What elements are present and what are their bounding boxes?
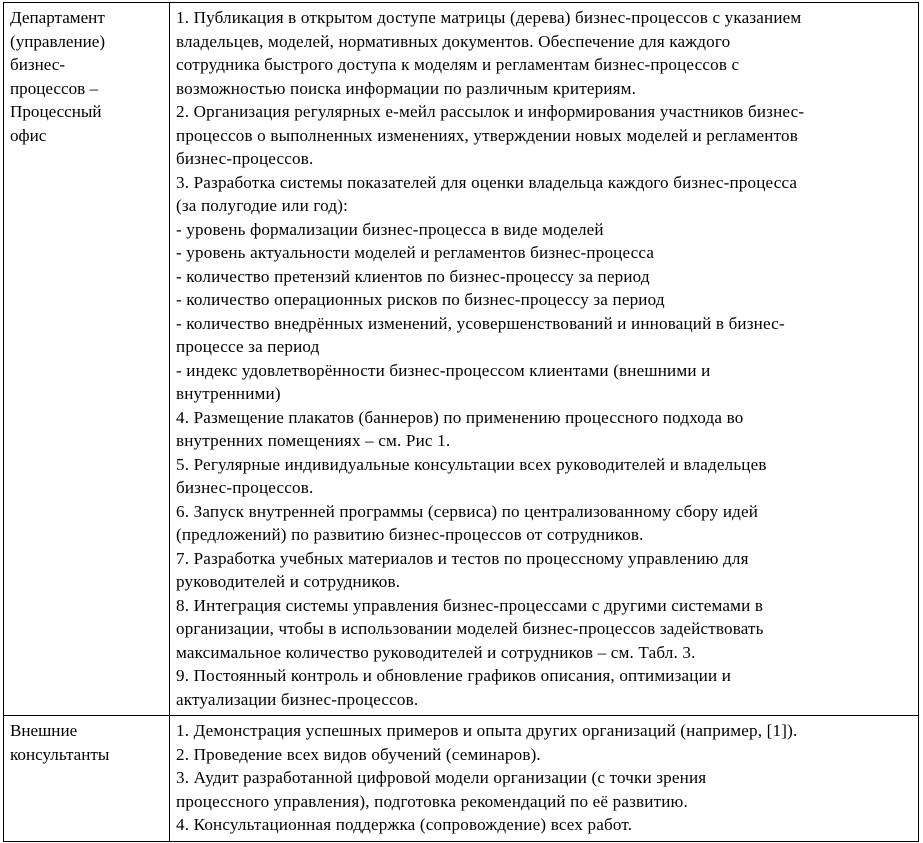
role-line: Внешние	[10, 721, 78, 740]
role-line: процессов –	[10, 78, 99, 98]
action-line: 2. Организация регулярных е-мейл рассылок и информирования участников бизнес-	[176, 102, 805, 121]
role-line: Департамент	[10, 8, 105, 27]
action-line: бизнес-процессов.	[176, 478, 314, 497]
action-line: 1. Демонстрация успешных примеров и опыта других организаций (например, [1]).	[176, 721, 798, 740]
table-cell-actions	[170, 3, 919, 716]
table-cell-role	[4, 3, 170, 716]
action-line: (за полугодие или год):	[176, 196, 349, 215]
action-line: - уровень актуальности моделей и регламентов бизнес-процесса	[176, 243, 655, 262]
role-line: консультанты	[10, 744, 110, 764]
action-line: возможностью поиска информации по различным критериям.	[176, 78, 637, 98]
action-line: процессов о выполненных изменениях, утверждении новых моделей и регламентов	[176, 125, 798, 145]
action-line: 4. Консультационная поддержка (сопровождение) всех работ.	[176, 815, 633, 834]
table-cell-role	[4, 716, 170, 842]
action-line: 6. Запуск внутренней программы (сервиса) по централизованному сбору идей	[176, 501, 759, 521]
action-line: организации, чтобы в использовании моделей бизнес-процессов задействовать	[176, 619, 764, 638]
action-line: 2. Проведение всех видов обучений (семинаров).	[176, 744, 541, 764]
action-line: владельцев, моделей, нормативных документов. Обеспечение для каждого	[176, 31, 731, 51]
action-line: руководителей и сотрудников.	[176, 572, 401, 591]
actions-cell-content	[170, 716, 918, 841]
action-line: процессного управления), подготовка рекомендаций по её развитию.	[176, 791, 688, 811]
table-cell-actions	[170, 716, 919, 842]
role-line: офис	[10, 125, 47, 145]
action-line: внутренними)	[176, 384, 281, 403]
action-line: бизнес-процессов.	[176, 149, 314, 168]
action-line: 9. Постоянный контроль и обновление графиков описания, оптимизации и	[176, 666, 732, 685]
table-row	[4, 3, 919, 716]
action-line: максимальное количество руководителей и сотрудников – см. Табл. 3.	[176, 642, 696, 662]
table-row	[4, 716, 919, 842]
role-line: Процессный	[10, 102, 102, 121]
action-line: сотрудника быстрого доступа к моделям и регламентам бизнес-процессов с	[176, 55, 740, 74]
table-body	[4, 3, 919, 842]
role-line: бизнес-	[10, 55, 66, 74]
action-line: - количество операционных рисков по бизнес-процессу за период	[176, 290, 665, 309]
action-line: актуализации бизнес-процессов.	[176, 689, 419, 709]
action-line: - индекс удовлетворённости бизнес-процессом клиентами (внешними и	[176, 360, 711, 380]
role-cell-content	[4, 3, 169, 151]
action-line: процессе за период	[176, 337, 320, 356]
action-line: 3. Разработка системы показателей для оценки владельца каждого бизнес-процесса	[176, 172, 798, 192]
action-line: 5. Регулярные индивидуальные консультации всех руководителей и владельцев	[176, 454, 767, 474]
action-line: - количество претензий клиентов по бизнес-процессу за период	[176, 266, 650, 286]
action-line: 3. Аудит разработанной цифровой модели организации (с точки зрения	[176, 768, 707, 787]
action-line: 8. Интеграция системы управления бизнес-процессами с другими системами в	[176, 595, 764, 615]
action-line: 1. Публикация в открытом доступе матрицы (дерева) бизнес-процессов с указанием	[176, 8, 802, 27]
action-line: (предложений) по развитию бизнес-процессов от сотрудников.	[176, 525, 644, 544]
action-line: - количество внедрённых изменений, усовершенствований и инноваций в бизнес-	[176, 313, 785, 333]
action-line: - уровень формализации бизнес-процесса в виде моделей	[176, 219, 604, 239]
role-line: (управление)	[10, 31, 106, 51]
action-line: внутренних помещениях – см. Рис 1.	[176, 431, 451, 450]
role-cell-content	[4, 716, 169, 770]
responsibilities-table	[3, 2, 919, 842]
action-line: 7. Разработка учебных материалов и тестов по процессному управлению для	[176, 548, 749, 568]
actions-cell-content	[170, 3, 918, 715]
action-line: 4. Размещение плакатов (баннеров) по применению процессного подхода во	[176, 407, 744, 427]
